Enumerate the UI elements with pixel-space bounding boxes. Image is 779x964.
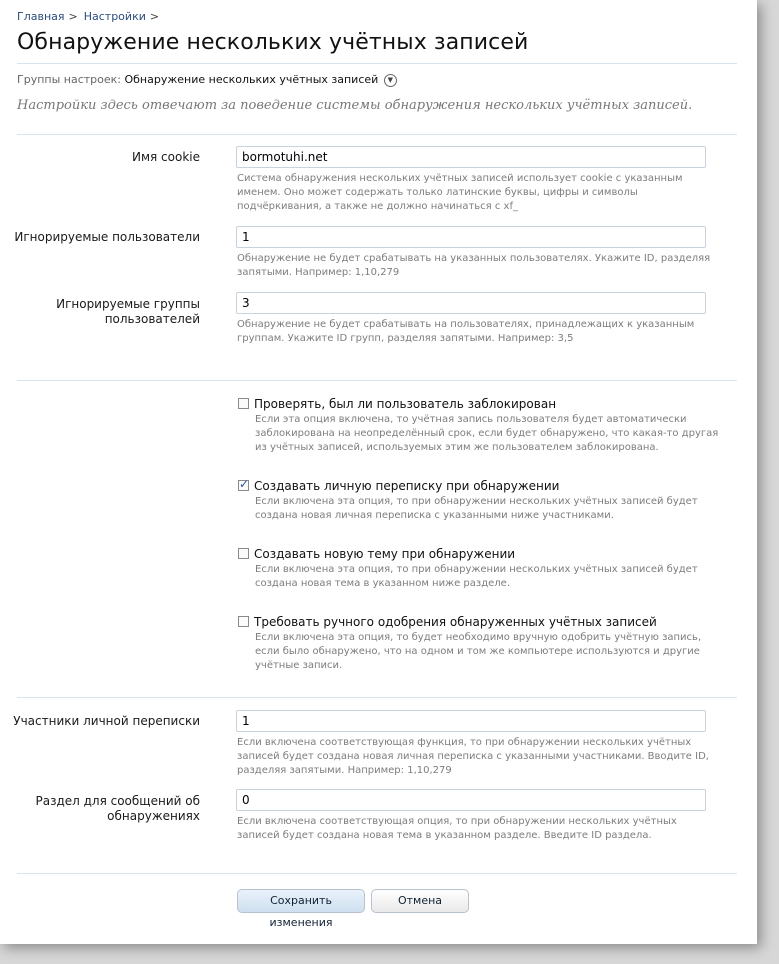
- checkbox-checked[interactable]: [238, 480, 249, 491]
- manual-approval-option[interactable]: [238, 615, 657, 629]
- create-thread-option[interactable]: [238, 547, 515, 561]
- check-ban-option[interactable]: [238, 397, 556, 411]
- ignored-groups-hint: Обнаружение не будет срабатывать на пользователях, принадлежащих к указанным группам. Укажите ID групп, разделяя запятыми. Например: 3,5: [237, 319, 695, 344]
- cookie-name-input[interactable]: [236, 146, 706, 168]
- create-conversation-hint: Если включена эта опция, то при обнаружении нескольких учётных записей будет создана новая личная переписка с указанными ниже участниками.: [255, 496, 698, 521]
- breadcrumb-separator: >: [68, 10, 78, 23]
- conversation-participants-label: Участники личной переписки: [13, 714, 200, 728]
- cookie-name-label: Имя cookie: [131, 150, 200, 164]
- ignored-users-hint: Обнаружение не будет срабатывать на указанных пользователях. Укажите ID, разделяя запятыми. Например: 1,10,279: [237, 253, 711, 278]
- create-conversation-label: Создавать личную переписку при обнаружении: [254, 479, 560, 493]
- checkbox[interactable]: [238, 616, 249, 627]
- breadcrumb-settings-link[interactable]: Настройки: [83, 10, 146, 23]
- create-thread-label: Создавать новую тему при обнаружении: [254, 547, 516, 561]
- cancel-button[interactable]: Отмена: [371, 889, 469, 913]
- ignored-users-label: Игнорируемые пользователи: [14, 230, 200, 244]
- check-ban-label: Проверять, был ли пользователь заблокирован: [254, 397, 557, 411]
- option-group-value[interactable]: Обнаружение нескольких учётных записей: [124, 73, 379, 86]
- check-ban-hint: Если эта опция включена, то учётная запись пользователя будет автоматически заблокирована на неопределённый срок, если будет обнаружено, что какая-то другая из учётных записей, используемых этим же пользователем заблокирована.: [255, 414, 719, 453]
- divider: [17, 380, 737, 381]
- chevron-down-icon[interactable]: ▼: [384, 74, 397, 87]
- forum-hint: Если включена соответствующая опция, то при обнаружении нескольких учётных записей будет создана новая тема в указанном разделе. Введите ID раздела.: [237, 816, 677, 841]
- forum-input[interactable]: [236, 789, 706, 811]
- breadcrumb-separator: >: [149, 10, 160, 23]
- page-description: Настройки здесь отвечают за поведение системы обнаружения нескольких учётных записей.: [17, 98, 693, 113]
- conversation-participants-hint: Если включена соответствующая функция, то при обнаружении нескольких учётных записей будет создана новая личная переписка с указанными участниками. Вводите ID, разделяя запятыми. Например: 1,10,279: [237, 737, 709, 776]
- ignored-users-input[interactable]: [236, 226, 706, 248]
- conversation-participants-input[interactable]: [236, 710, 706, 732]
- divider: [17, 873, 737, 874]
- divider: [17, 63, 737, 64]
- divider: [17, 134, 737, 135]
- create-conversation-option[interactable]: [238, 479, 559, 493]
- checkbox[interactable]: [238, 548, 249, 559]
- manual-approval-hint: Если включена эта опция, то будет необходимо вручную одобрить учётную запись, если было обнаружено, что на одном и том же компьютере используются и другие учётные записи.: [255, 632, 702, 671]
- manual-approval-label: Требовать ручного одобрения обнаруженных учётных записей: [254, 615, 657, 629]
- page-title: Обнаружение нескольких учётных записей: [17, 30, 529, 55]
- ignored-groups-input[interactable]: [236, 292, 706, 314]
- divider: [17, 697, 737, 698]
- cookie-name-hint: Система обнаружения нескольких учётных записей использует cookie с указанным именем. Оно может содержать только латинские буквы, цифры и символы подчёркивания, а также не должно начинаться с xf_: [237, 173, 683, 212]
- create-thread-hint: Если включена эта опция, то при обнаружении нескольких учётных записей будет создана новая тема в указанном ниже разделе.: [255, 564, 698, 589]
- forum-label: Раздел для сообщений об обнаружениях: [35, 794, 200, 823]
- breadcrumb-home-link[interactable]: Главная: [17, 10, 65, 23]
- checkbox[interactable]: [238, 398, 249, 409]
- save-changes-button[interactable]: Сохранить изменения: [237, 889, 365, 913]
- ignored-groups-label: Игнорируемые группы пользователей: [56, 297, 200, 326]
- option-group-label: Группы настроек:: [17, 73, 121, 86]
- option-group-selector: [17, 73, 397, 87]
- breadcrumb: [17, 10, 165, 23]
